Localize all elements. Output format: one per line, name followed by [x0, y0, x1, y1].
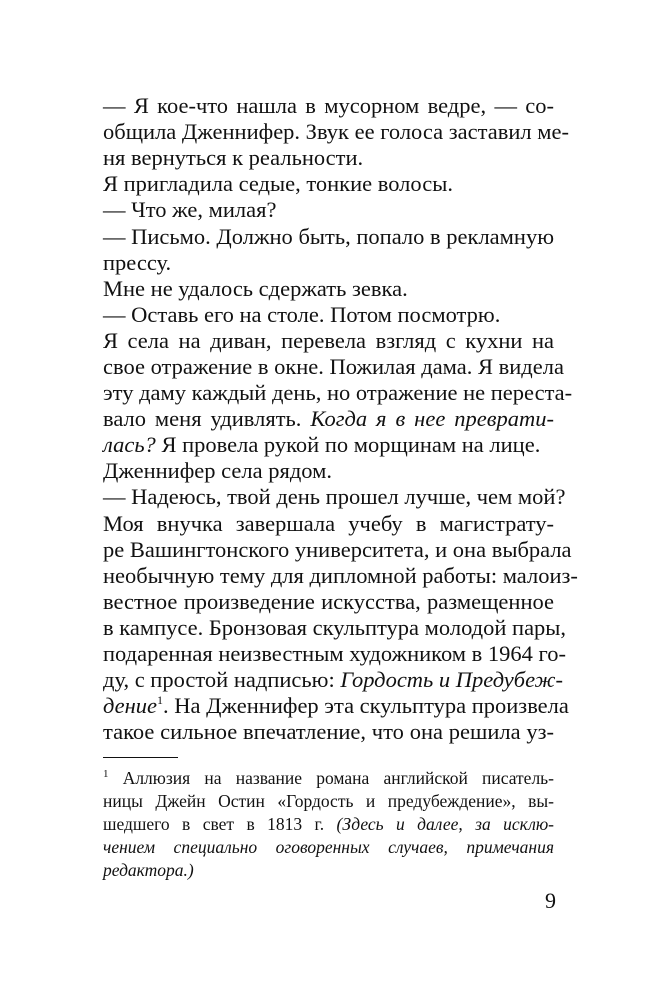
text-line [103, 615, 567, 641]
text-span: шедшего в свет в 1813 г. [103, 814, 337, 834]
text-line [103, 589, 554, 615]
text-line [103, 458, 554, 484]
italic-text: Когда я в нее преврати- [310, 406, 554, 431]
text-span: — Я кое-что нашла в мусорном ведре, — со- [103, 93, 554, 118]
text-line [103, 171, 554, 197]
text-span: ня вернуться к реальности. [103, 145, 364, 170]
text-line [103, 667, 563, 693]
text-line [103, 484, 566, 510]
text-span: эту даму каждый день, но отражение не переста- [103, 380, 573, 405]
text-span: подаренная неизвестным художником в 1964 го- [103, 641, 566, 666]
text-line [103, 250, 554, 276]
text-span: — Надеюсь, твой день прошел лучше, чем мой? [103, 484, 566, 509]
text-span: Мне не удалось сдержать зевка. [103, 276, 408, 301]
footnote-divider [103, 757, 178, 758]
text-line [103, 302, 554, 328]
text-line [103, 432, 554, 458]
text-span: Дженнифер села рядом. [103, 458, 332, 483]
text-span: прессу. [103, 250, 172, 275]
page-number: 9 [545, 888, 556, 913]
text-line [103, 145, 554, 171]
text-span: . На Дженнифер эта скульптура произвела [163, 693, 569, 718]
footnote-line [103, 859, 554, 882]
italic-text: редактора.) [103, 860, 194, 880]
italic-text: Гордость и Предубеж- [340, 667, 563, 692]
text-span: Аллюзия на название романа английской писатель- [108, 768, 554, 788]
text-line [103, 406, 554, 432]
text-line [103, 693, 569, 719]
text-line [103, 93, 554, 119]
text-line [103, 328, 554, 354]
text-span: ре Вашингтонского университета, и она выбрала [103, 537, 572, 562]
text-line [103, 563, 578, 589]
text-span: Я провела рукой по морщинам на лице. [155, 432, 541, 457]
italic-text: лась? [103, 432, 156, 457]
italic-text: (Здесь и далее, за исклю- [336, 814, 554, 834]
text-line [103, 354, 564, 380]
text-line [103, 537, 572, 563]
footnote-line [103, 767, 554, 790]
text-span: — Что же, милая? [103, 197, 277, 222]
footnote-line [103, 790, 554, 813]
text-span: вало меня удивлять. [103, 406, 311, 431]
text-span: Я пригладила седые, тонкие волосы. [103, 171, 453, 196]
footnote-line [103, 836, 554, 859]
text-span: — Оставь его на столе. Потом посмотрю. [103, 302, 501, 327]
footnote-line [103, 813, 554, 836]
text-span: ницы Джейн Остин «Гордость и предубеждение», вы- [103, 791, 554, 811]
italic-text: дение [103, 693, 158, 718]
text-span: Я села на диван, перевела взгляд с кухни на [103, 328, 554, 353]
text-span: в кампусе. Бронзовая скульптура молодой пары, [103, 615, 567, 640]
italic-text: чением специально оговоренных случаев, примечания [103, 837, 554, 857]
text-line [103, 276, 554, 302]
text-line [103, 224, 554, 250]
text-span: Моя внучка завершала учебу в магистрату- [103, 511, 554, 536]
text-span: общила Дженнифер. Звук ее голоса заставил ме- [103, 119, 569, 144]
text-line [103, 119, 569, 145]
text-line [103, 511, 554, 537]
text-span: — Письмо. Должно быть, попало в рекламную [103, 224, 554, 249]
text-line [103, 641, 566, 667]
text-span: вестное произведение искусства, размещенное [103, 589, 554, 614]
footnote-ref[interactable]: 1 [157, 693, 164, 707]
text-line [103, 197, 554, 223]
footnote-marker: 1 [103, 768, 109, 780]
text-line [103, 719, 554, 745]
text-span: ду, с простой надписью: [103, 667, 341, 692]
text-span: необычную тему для дипломной работы: малоиз- [103, 563, 578, 588]
text-line [103, 380, 573, 406]
text-span: свое отражение в окне. Пожилая дама. Я видела [103, 354, 564, 379]
text-span: такое сильное впечатление, что она решила уз- [103, 719, 554, 744]
